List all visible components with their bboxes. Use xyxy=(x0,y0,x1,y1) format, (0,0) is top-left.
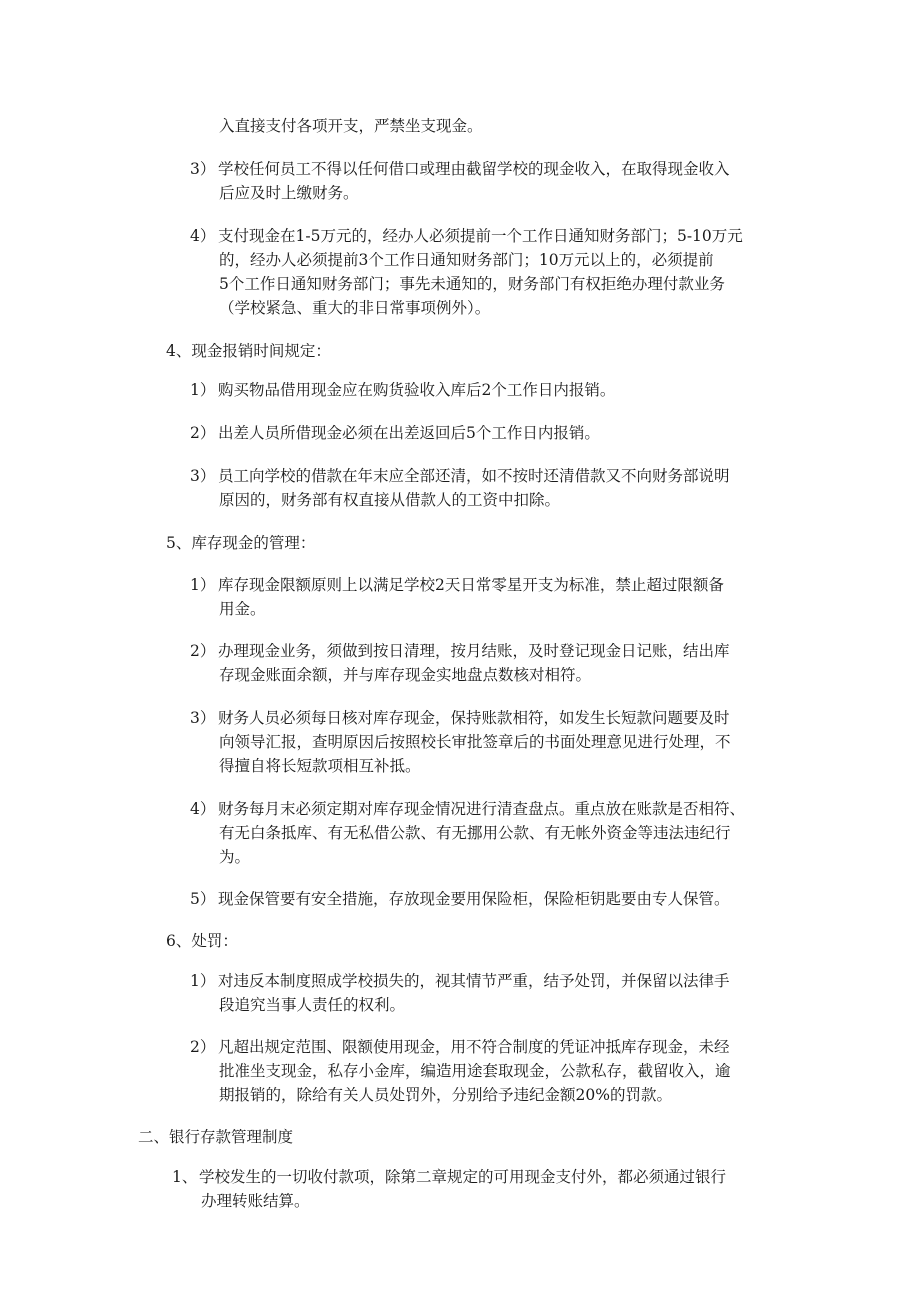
list-item-text: 为。 xyxy=(219,848,251,866)
list-item-number: 4） xyxy=(190,227,216,245)
list-item-text: 存现金账面余额，并与库存现金实地盘点数核对相符。 xyxy=(219,666,592,684)
list-item-text: 库存现金限额原则上以满足学校2天日常零星开支为标准，禁止超过限额备 xyxy=(218,576,724,594)
list-item-text: 办理现金业务，须做到按日清理，按月结账，及时登记现金日记账，结出库 xyxy=(218,642,730,660)
chapter-heading: 二、银行存款管理制度 xyxy=(138,1128,294,1146)
list-item-text: 5个工作日通知财务部门；事先未通知的，财务部门有权拒绝办理付款业务 xyxy=(219,275,725,293)
list-item-text: 用金。 xyxy=(219,600,266,618)
list-item-number: 3） xyxy=(190,709,216,727)
section-heading: 5、库存现金的管理： xyxy=(166,534,316,552)
list-item-text: 得擅自将长短款项相互补抵。 xyxy=(219,757,421,775)
list-item-number: 3） xyxy=(190,467,216,485)
list-item-text: 办理转账结算。 xyxy=(201,1192,310,1210)
list-item-text: 期报销的，除给有关人员处罚外，分别给予违纪金额20%的罚款。 xyxy=(219,1086,672,1104)
list-item-text: 凡超出规定范围、限额使用现金，用不符合制度的凭证冲抵库存现金，未经 xyxy=(218,1038,730,1056)
list-item-text: 学校任何员工不得以任何借口或理由截留学校的现金收入，在取得现金收入 xyxy=(218,160,730,178)
list-item-text: 学校发生的一切收付款项，除第二章规定的可用现金支付外，都必须通过银行 xyxy=(199,1168,727,1186)
list-item-text: 购买物品借用现金应在购货验收入库后2个工作日内报销。 xyxy=(218,381,616,399)
list-item-text: 财务每月末必须定期对库存现金情况进行清查盘点。重点放在账款是否相符、 xyxy=(218,800,746,818)
list-item-number: 2） xyxy=(190,1038,216,1056)
list-item-text: （学校紧急、重大的非日常事项例外）。 xyxy=(219,299,491,317)
list-item-text: 出差人员所借现金必须在出差返回后5个工作日内报销。 xyxy=(218,424,600,442)
section-heading: 6、处罚： xyxy=(166,932,238,950)
list-item-text: 后应及时上缴财务。 xyxy=(219,184,359,202)
list-item-number: 2） xyxy=(190,424,216,442)
paragraph-line: 入直接支付各项开支，严禁坐支现金。 xyxy=(219,117,483,135)
list-item-text: 现金保管要有安全措施，存放现金要用保险柜，保险柜钥匙要由专人保管。 xyxy=(218,890,730,908)
list-item-text: 对违反本制度照成学校损失的，视其情节严重，结予处罚，并保留以法律手 xyxy=(218,972,730,990)
list-item-number: 1） xyxy=(190,576,216,594)
list-item-number: 4） xyxy=(190,800,216,818)
list-item-text: 有无白条抵库、有无私借公款、有无挪用公款、有无帐外资金等违法违纪行 xyxy=(219,824,731,842)
list-item-number: 5） xyxy=(190,890,216,908)
list-item-text: 原因的，财务部有权直接从借款人的工资中扣除。 xyxy=(219,491,561,509)
list-item-text: 段追究当事人责任的权利。 xyxy=(219,996,406,1014)
list-item-text: 的，经办人必须提前3个工作日通知财务部门；10万元以上的，必须提前 xyxy=(219,251,714,269)
list-item-text: 支付现金在1-5万元的，经办人必须提前一个工作日通知财务部门；5-10万元 xyxy=(218,227,743,245)
list-item-number: 3） xyxy=(190,160,216,178)
section-heading: 4、现金报销时间规定： xyxy=(166,342,331,360)
list-item-number: 1） xyxy=(190,381,216,399)
list-item-number: 2） xyxy=(190,642,216,660)
list-item-text: 财务人员必须每日核对库存现金，保持账款相符，如发生长短款问题要及时 xyxy=(218,709,730,727)
list-item-text: 向领导汇报，查明原因后按照校长审批签章后的书面处理意见进行处理，不 xyxy=(219,733,731,751)
list-item-number: 1、 xyxy=(172,1168,198,1186)
list-item-number: 1） xyxy=(190,972,216,990)
list-item-text: 员工向学校的借款在年末应全部还清，如不按时还清借款又不向财务部说明 xyxy=(218,467,730,485)
list-item-text: 批准坐支现金，私存小金库，编造用途套取现金，公款私存，截留收入，逾 xyxy=(219,1062,731,1080)
